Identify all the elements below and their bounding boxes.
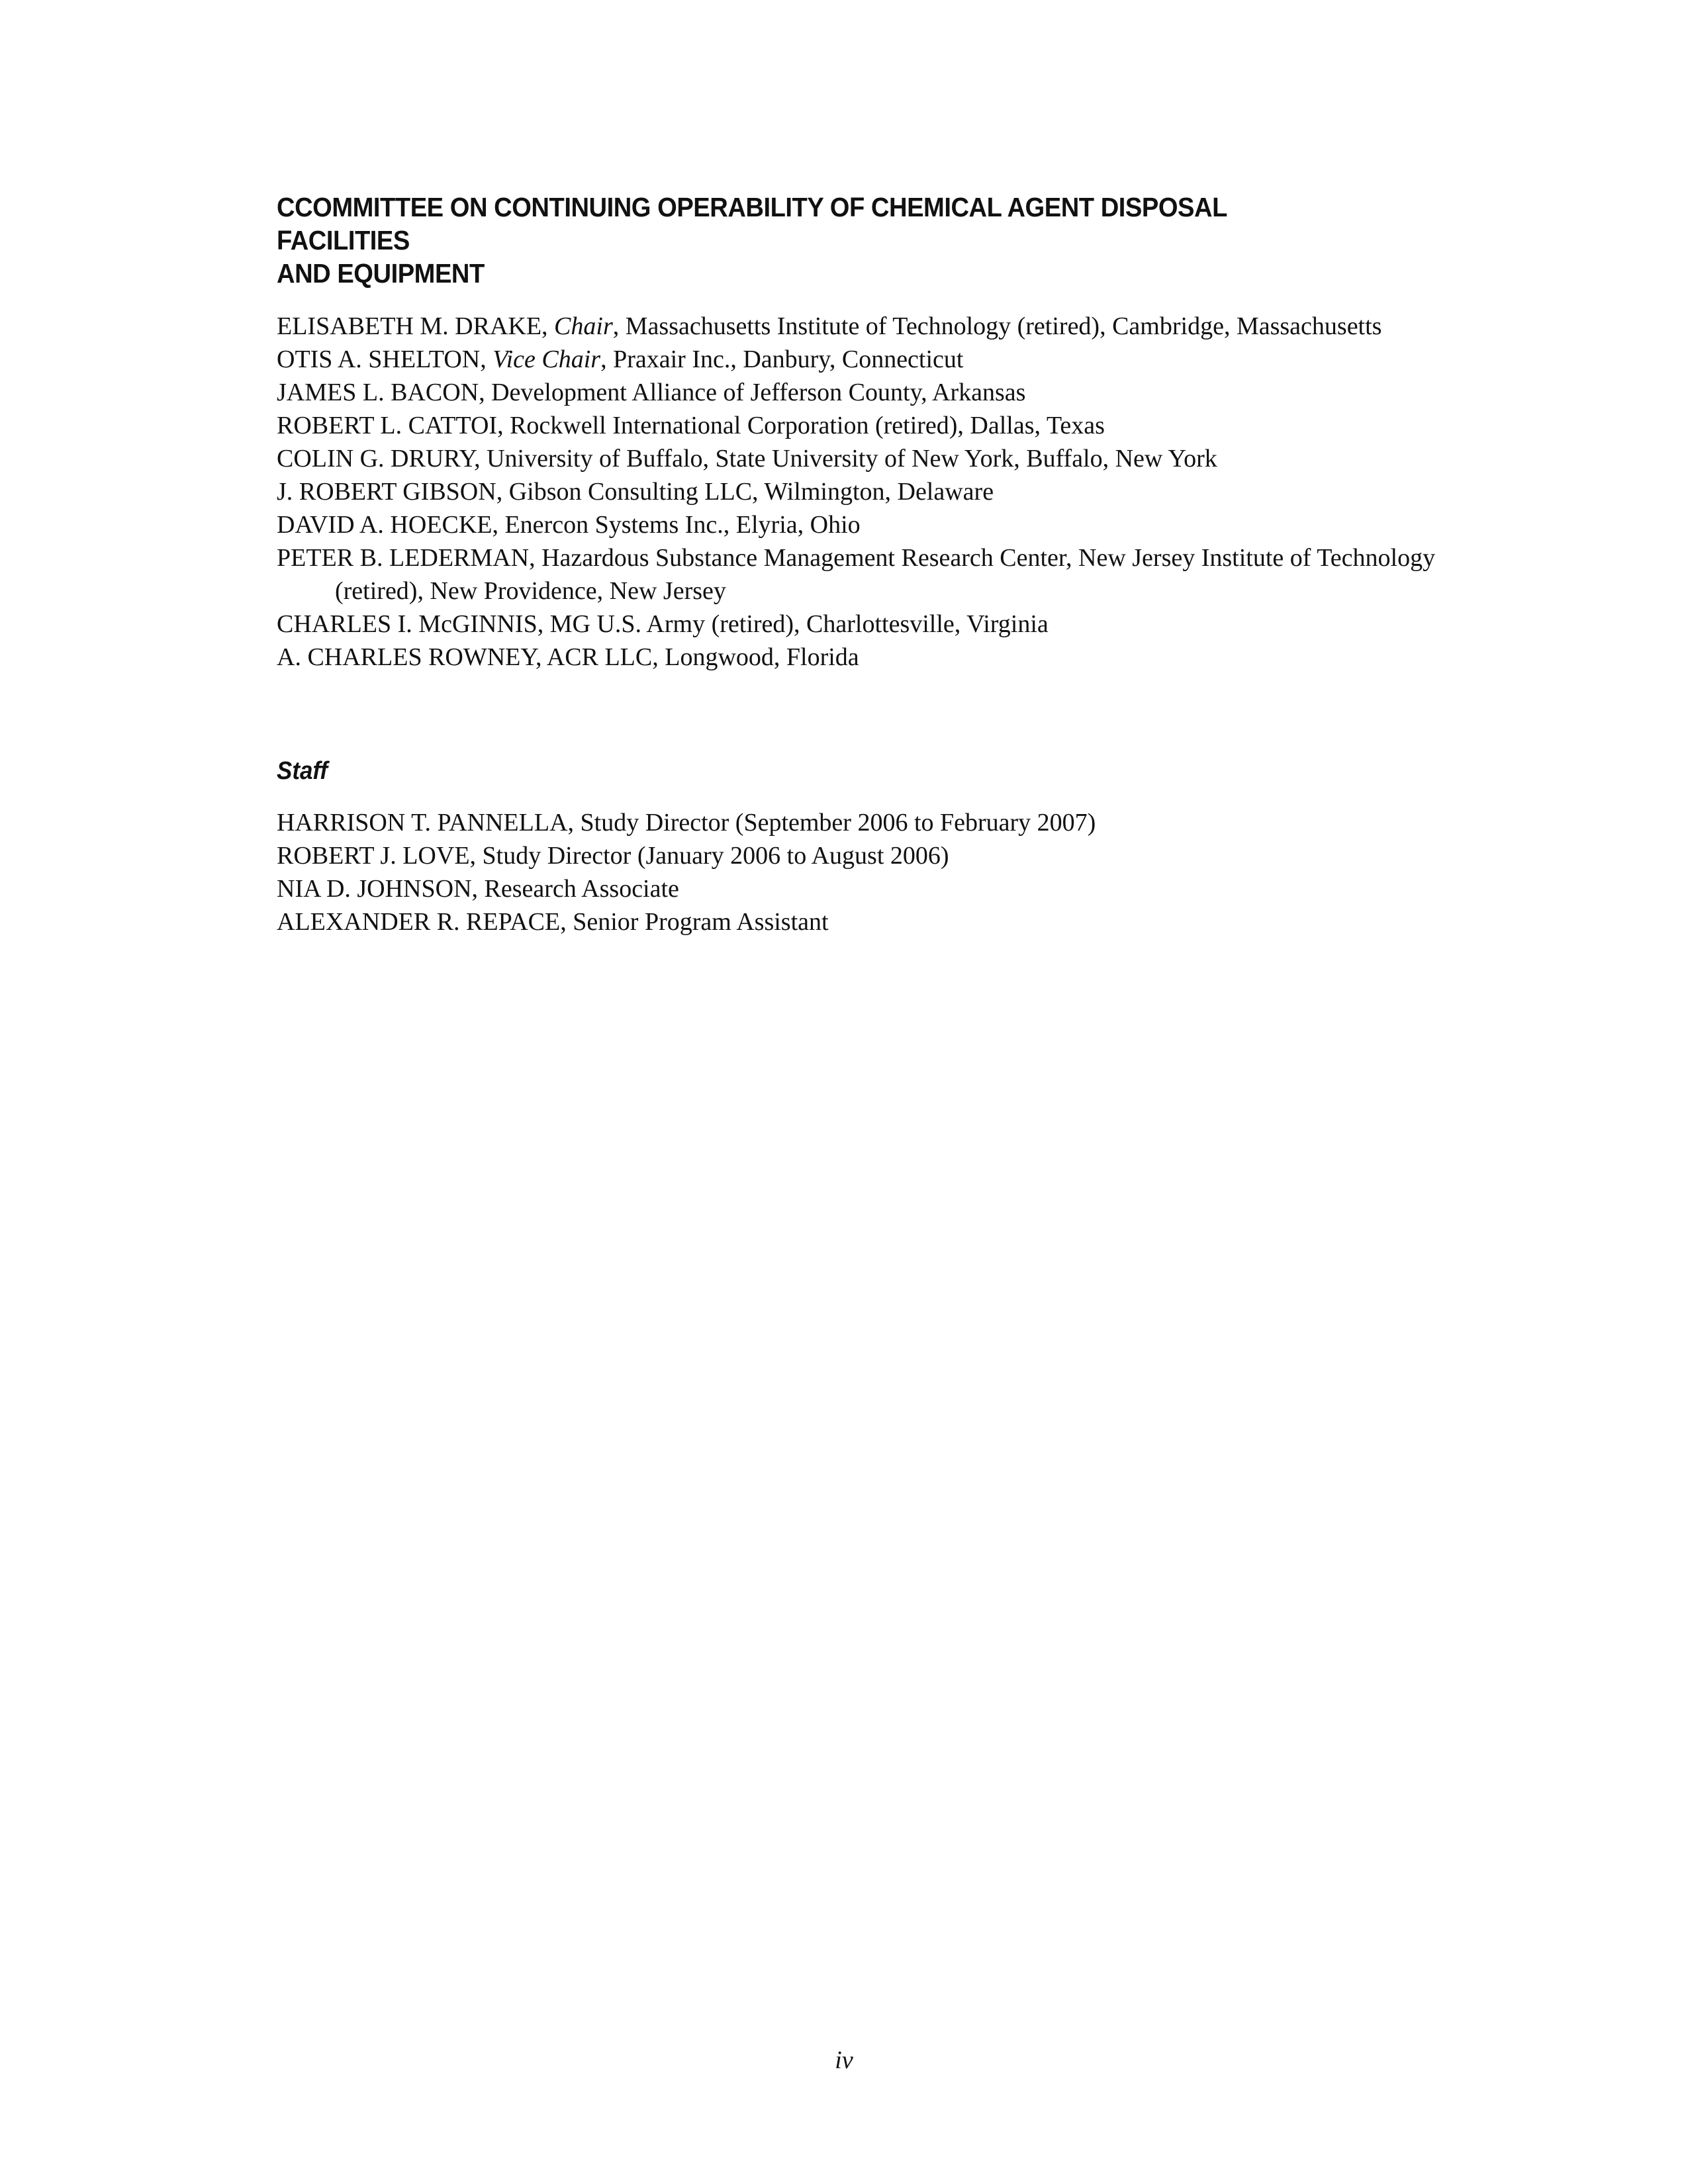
member-entry: JAMES L. BACON, Development Alliance of Jefferson County, Arkansas (277, 379, 1026, 406)
staff-entry: ROBERT J. LOVE, Study Director (January 2006 to August 2006) (277, 842, 949, 870)
member-entry: J. ROBERT GIBSON, Gibson Consulting LLC, Wilmington, Delaware (277, 478, 994, 506)
member-entry: OTIS A. SHELTON, Vice Chair, Praxair Inc., Danbury, Connecticut (277, 345, 964, 373)
page-number: iv (835, 2046, 853, 2074)
committee-members-list (277, 310, 1442, 674)
staff-entry: ALEXANDER R. REPACE, Senior Program Assistant (277, 908, 829, 936)
staff-entry: NIA D. JOHNSON, Research Associate (277, 875, 679, 903)
member-entry: ELISABETH M. DRAKE, Chair, Massachusetts Institute of Technology (retired), Cambridge, Massachusetts (277, 312, 1382, 340)
committee-heading-line-1: CCOMMITTEE ON CONTINUING OPERABILITY OF CHEMICAL AGENT DISPOSAL FACILITIES (277, 192, 1227, 255)
staff-list (277, 806, 1442, 938)
committee-heading-line-2: AND EQUIPMENT (277, 258, 485, 289)
staff-heading: Staff (277, 757, 328, 785)
member-entry: DAVID A. HOECKE, Enercon Systems Inc., Elyria, Ohio (277, 511, 861, 539)
member-entry: CHARLES I. McGINNIS, MG U.S. Army (retired), Charlottesville, Virginia (277, 610, 1049, 638)
member-entry: ROBERT L. CATTOI, Rockwell International Corporation (retired), Dallas, Texas (277, 412, 1105, 439)
member-entry: A. CHARLES ROWNEY, ACR LLC, Longwood, Florida (277, 643, 859, 671)
staff-entry: HARRISON T. PANNELLA, Study Director (September 2006 to February 2007) (277, 809, 1096, 837)
committee-heading (277, 191, 1360, 290)
member-entry: COLIN G. DRURY, University of Buffalo, State University of New York, Buffalo, New York (277, 445, 1217, 473)
member-entry: PETER B. LEDERMAN, Hazardous Substance Management Research Center, New Jersey Institute of Technology (retired), New Providence, New Jersey (277, 544, 1436, 605)
